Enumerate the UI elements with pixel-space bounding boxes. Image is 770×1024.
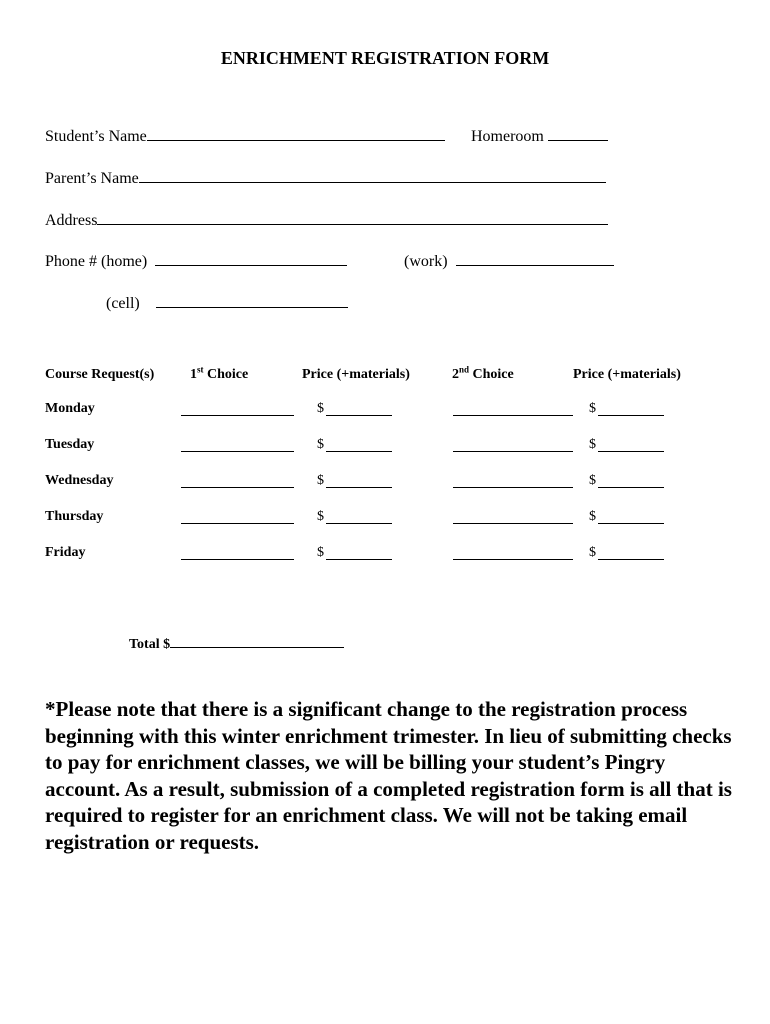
- phone-work-row: [404, 251, 614, 271]
- day-label-wednesday: Wednesday: [45, 473, 114, 488]
- parent-name-row: [45, 168, 606, 188]
- address-label: Address: [45, 212, 98, 229]
- friday-price-2-symbol: $: [589, 545, 596, 560]
- thursday-price-2-symbol: $: [589, 509, 596, 524]
- day-label-thursday: Thursday: [45, 509, 104, 524]
- address-row: [45, 210, 608, 230]
- homeroom-row: [471, 126, 608, 146]
- table-row: [0, 473, 770, 493]
- friday-price-1-field[interactable]: [326, 545, 392, 560]
- address-field[interactable]: [97, 210, 608, 225]
- total-row: [129, 634, 344, 653]
- student-name-label: Student’s Name: [45, 128, 147, 145]
- monday-price-1-field[interactable]: [326, 401, 392, 416]
- day-label-monday: Monday: [45, 401, 95, 416]
- thursday-first-choice-field[interactable]: [181, 509, 294, 524]
- first-choice-word: Choice: [207, 367, 249, 382]
- total-label: Total $: [129, 637, 171, 652]
- day-label-tuesday: Tuesday: [45, 437, 95, 452]
- phone-home-label: Phone # (home): [45, 253, 148, 270]
- tuesday-second-choice-field[interactable]: [453, 437, 573, 452]
- thursday-second-choice-field[interactable]: [453, 509, 573, 524]
- thursday-price-1-symbol: $: [317, 509, 324, 524]
- monday-second-choice-field[interactable]: [453, 401, 573, 416]
- header-first-choice: [190, 364, 249, 383]
- wednesday-price-1-symbol: $: [317, 473, 324, 488]
- phone-cell-field[interactable]: [156, 293, 348, 308]
- first-choice-number: 1: [190, 367, 197, 382]
- homeroom-label: Homeroom: [471, 128, 544, 145]
- wednesday-second-choice-field[interactable]: [453, 473, 573, 488]
- thursday-price-2-field[interactable]: [598, 509, 664, 524]
- wednesday-price-1-field[interactable]: [326, 473, 392, 488]
- second-choice-word: Choice: [472, 367, 514, 382]
- header-price-1: Price (+materials): [302, 367, 410, 382]
- phone-cell-row: [106, 293, 348, 313]
- phone-home-row: [45, 251, 347, 271]
- second-choice-suffix: nd: [459, 364, 470, 375]
- phone-work-field[interactable]: [456, 251, 614, 266]
- monday-price-1-symbol: $: [317, 401, 324, 416]
- first-choice-suffix: st: [197, 364, 204, 375]
- registration-note: *Please note that there is a significant change to the registration process beginning with this winter enrichment trimester. In lieu of submitting checks to pay for enrichment classes, we will be billing your student’s Pingry account. As a result, submission of a completed registration form is all that is required to register for an enrichment class. We will not be taking email registration or requests.: [45, 697, 732, 854]
- table-row: [0, 401, 770, 421]
- wednesday-price-2-symbol: $: [589, 473, 596, 488]
- total-field[interactable]: [170, 634, 344, 648]
- table-row: [0, 545, 770, 565]
- friday-second-choice-field[interactable]: [453, 545, 573, 560]
- tuesday-first-choice-field[interactable]: [181, 437, 294, 452]
- friday-first-choice-field[interactable]: [181, 545, 294, 560]
- tuesday-price-1-symbol: $: [317, 437, 324, 452]
- thursday-price-1-field[interactable]: [326, 509, 392, 524]
- phone-work-label: (work): [404, 253, 448, 270]
- form-title: ENRICHMENT REGISTRATION FORM: [220, 48, 550, 68]
- second-choice-number: 2: [452, 367, 459, 382]
- tuesday-price-1-field[interactable]: [326, 437, 392, 452]
- tuesday-price-2-field[interactable]: [598, 437, 664, 452]
- homeroom-field[interactable]: [548, 126, 608, 141]
- monday-first-choice-field[interactable]: [181, 401, 294, 416]
- table-row: [0, 437, 770, 457]
- header-course-requests: Course Request(s): [45, 367, 155, 382]
- tuesday-price-2-symbol: $: [589, 437, 596, 452]
- parent-name-field[interactable]: [139, 168, 606, 183]
- header-second-choice: [452, 364, 514, 383]
- friday-price-1-symbol: $: [317, 545, 324, 560]
- day-label-friday: Friday: [45, 545, 86, 560]
- monday-price-2-symbol: $: [589, 401, 596, 416]
- table-row: [0, 509, 770, 529]
- monday-price-2-field[interactable]: [598, 401, 664, 416]
- friday-price-2-field[interactable]: [598, 545, 664, 560]
- header-price-2: Price (+materials): [573, 367, 681, 382]
- phone-cell-label: (cell): [106, 295, 140, 312]
- parent-name-label: Parent’s Name: [45, 170, 139, 187]
- phone-home-field[interactable]: [155, 251, 347, 266]
- student-name-field[interactable]: [147, 126, 445, 141]
- wednesday-price-2-field[interactable]: [598, 473, 664, 488]
- wednesday-first-choice-field[interactable]: [181, 473, 294, 488]
- student-name-row: [45, 126, 445, 146]
